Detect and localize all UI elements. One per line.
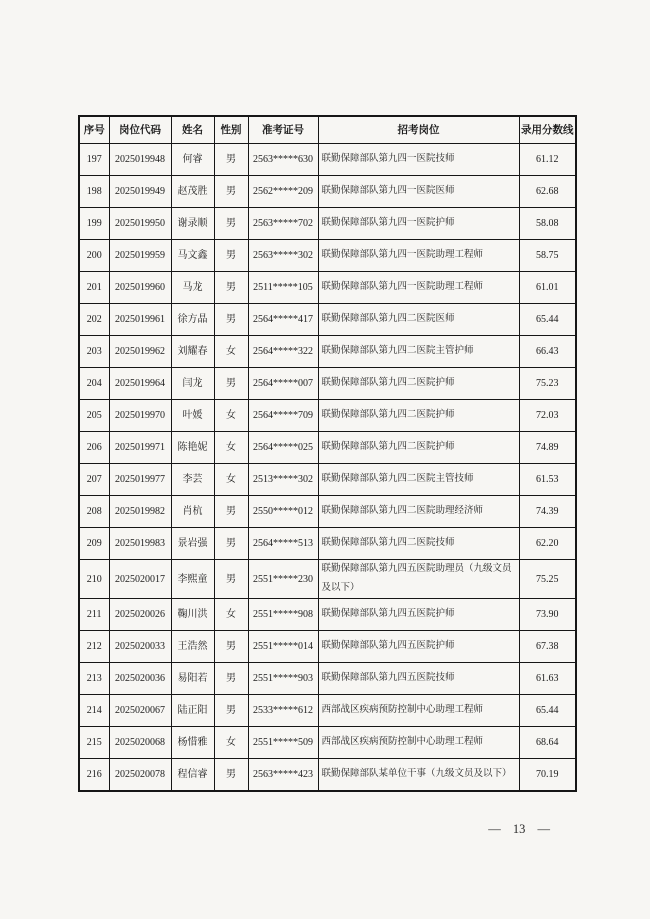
table-row xyxy=(79,272,576,304)
cell-gender: 男 xyxy=(214,695,248,727)
cell-gender: 男 xyxy=(214,176,248,208)
cell-name: 马文鑫 xyxy=(171,240,214,272)
cell-name: 程信睿 xyxy=(171,759,214,792)
table-row xyxy=(79,240,576,272)
cell-name: 李熙童 xyxy=(171,560,214,599)
cell-serial-number: 204 xyxy=(79,368,109,400)
table-row xyxy=(79,599,576,631)
cell-gender: 男 xyxy=(214,208,248,240)
cell-serial-number: 216 xyxy=(79,759,109,792)
cell-ticket-number: 2533*****612 xyxy=(248,695,318,727)
admission-score-table xyxy=(78,115,577,792)
cell-serial-number: 205 xyxy=(79,400,109,432)
cell-position-code: 2025019982 xyxy=(109,496,171,528)
cell-recruit-position: 联勤保障部队第九四五医院护师 xyxy=(318,599,519,631)
cell-name: 王浩然 xyxy=(171,631,214,663)
cell-recruit-position: 西部战区疾病预防控制中心助理工程师 xyxy=(318,727,519,759)
cell-gender: 男 xyxy=(214,496,248,528)
column-header-gender: 性别 xyxy=(214,116,248,144)
cell-position-code: 2025019960 xyxy=(109,272,171,304)
cell-score-line: 70.19 xyxy=(519,759,576,792)
cell-recruit-position: 联勤保障部队第九四一医院护师 xyxy=(318,208,519,240)
cell-recruit-position: 联勤保障部队某单位干事（九级文员及以下） xyxy=(318,759,519,792)
page-number-dash-right: — xyxy=(537,822,550,836)
cell-ticket-number: 2564*****322 xyxy=(248,336,318,368)
column-header-recruit-position: 招考岗位 xyxy=(318,116,519,144)
cell-gender: 男 xyxy=(214,759,248,792)
cell-score-line: 67.38 xyxy=(519,631,576,663)
cell-position-code: 2025019961 xyxy=(109,304,171,336)
cell-ticket-number: 2511*****105 xyxy=(248,272,318,304)
cell-recruit-position: 联勤保障部队第九四二医院护师 xyxy=(318,400,519,432)
cell-position-code: 2025019983 xyxy=(109,528,171,560)
cell-position-code: 2025020017 xyxy=(109,560,171,599)
table-row xyxy=(79,663,576,695)
cell-recruit-position: 联勤保障部队第九四二医院助理经济师 xyxy=(318,496,519,528)
cell-score-line: 61.12 xyxy=(519,144,576,176)
cell-serial-number: 210 xyxy=(79,560,109,599)
cell-serial-number: 213 xyxy=(79,663,109,695)
table-row xyxy=(79,176,576,208)
cell-name: 刘耀春 xyxy=(171,336,214,368)
cell-serial-number: 199 xyxy=(79,208,109,240)
cell-recruit-position: 联勤保障部队第九四二医院技师 xyxy=(318,528,519,560)
cell-name: 李芸 xyxy=(171,464,214,496)
cell-name: 徐方晶 xyxy=(171,304,214,336)
cell-position-code: 2025020036 xyxy=(109,663,171,695)
cell-recruit-position: 联勤保障部队第九四二医院护师 xyxy=(318,432,519,464)
cell-score-line: 75.25 xyxy=(519,560,576,599)
cell-ticket-number: 2564*****025 xyxy=(248,432,318,464)
cell-ticket-number: 2551*****014 xyxy=(248,631,318,663)
cell-gender: 女 xyxy=(214,727,248,759)
cell-ticket-number: 2551*****509 xyxy=(248,727,318,759)
table-row xyxy=(79,208,576,240)
cell-gender: 男 xyxy=(214,528,248,560)
table-row xyxy=(79,400,576,432)
table-row xyxy=(79,759,576,792)
cell-score-line: 61.01 xyxy=(519,272,576,304)
table-row xyxy=(79,528,576,560)
cell-gender: 女 xyxy=(214,400,248,432)
cell-name: 闫龙 xyxy=(171,368,214,400)
cell-position-code: 2025020078 xyxy=(109,759,171,792)
cell-recruit-position: 西部战区疾病预防控制中心助理工程师 xyxy=(318,695,519,727)
page-number: 13 xyxy=(512,822,526,836)
cell-gender: 女 xyxy=(214,599,248,631)
cell-gender: 女 xyxy=(214,432,248,464)
cell-gender: 男 xyxy=(214,368,248,400)
cell-recruit-position: 联勤保障部队第九四二医院主管护师 xyxy=(318,336,519,368)
cell-score-line: 65.44 xyxy=(519,695,576,727)
cell-gender: 男 xyxy=(214,663,248,695)
cell-position-code: 2025019950 xyxy=(109,208,171,240)
table-row xyxy=(79,368,576,400)
cell-name: 马龙 xyxy=(171,272,214,304)
cell-ticket-number: 2564*****709 xyxy=(248,400,318,432)
cell-serial-number: 214 xyxy=(79,695,109,727)
cell-score-line: 58.75 xyxy=(519,240,576,272)
cell-ticket-number: 2563*****302 xyxy=(248,240,318,272)
cell-position-code: 2025019971 xyxy=(109,432,171,464)
cell-recruit-position: 联勤保障部队第九四二医院主管技师 xyxy=(318,464,519,496)
cell-serial-number: 200 xyxy=(79,240,109,272)
cell-serial-number: 198 xyxy=(79,176,109,208)
column-header-ticket-number: 准考证号 xyxy=(248,116,318,144)
cell-name: 赵茂胜 xyxy=(171,176,214,208)
cell-gender: 男 xyxy=(214,240,248,272)
column-header-name: 姓名 xyxy=(171,116,214,144)
cell-score-line: 74.39 xyxy=(519,496,576,528)
cell-ticket-number: 2563*****702 xyxy=(248,208,318,240)
cell-serial-number: 197 xyxy=(79,144,109,176)
table-body xyxy=(79,144,576,792)
cell-position-code: 2025019959 xyxy=(109,240,171,272)
table-row xyxy=(79,695,576,727)
cell-serial-number: 215 xyxy=(79,727,109,759)
table-row xyxy=(79,560,576,599)
cell-name: 景岩强 xyxy=(171,528,214,560)
cell-position-code: 2025019964 xyxy=(109,368,171,400)
cell-serial-number: 212 xyxy=(79,631,109,663)
cell-score-line: 73.90 xyxy=(519,599,576,631)
cell-score-line: 74.89 xyxy=(519,432,576,464)
cell-serial-number: 208 xyxy=(79,496,109,528)
cell-position-code: 2025019970 xyxy=(109,400,171,432)
cell-score-line: 58.08 xyxy=(519,208,576,240)
table-row xyxy=(79,304,576,336)
page-number-dash-left: — xyxy=(488,822,501,836)
cell-name: 鞠川洪 xyxy=(171,599,214,631)
cell-ticket-number: 2550*****012 xyxy=(248,496,318,528)
cell-name: 肖杭 xyxy=(171,496,214,528)
table-row xyxy=(79,432,576,464)
cell-position-code: 2025020068 xyxy=(109,727,171,759)
cell-name: 杨惜雅 xyxy=(171,727,214,759)
cell-position-code: 2025020026 xyxy=(109,599,171,631)
cell-score-line: 61.53 xyxy=(519,464,576,496)
cell-score-line: 66.43 xyxy=(519,336,576,368)
column-header-serial-number: 序号 xyxy=(79,116,109,144)
table-row xyxy=(79,464,576,496)
cell-name: 谢录顺 xyxy=(171,208,214,240)
cell-score-line: 62.20 xyxy=(519,528,576,560)
cell-gender: 男 xyxy=(214,560,248,599)
cell-name: 叶媛 xyxy=(171,400,214,432)
cell-ticket-number: 2562*****209 xyxy=(248,176,318,208)
cell-ticket-number: 2564*****417 xyxy=(248,304,318,336)
cell-ticket-number: 2563*****630 xyxy=(248,144,318,176)
table-row xyxy=(79,496,576,528)
cell-gender: 女 xyxy=(214,336,248,368)
cell-ticket-number: 2513*****302 xyxy=(248,464,318,496)
cell-serial-number: 202 xyxy=(79,304,109,336)
cell-position-code: 2025019977 xyxy=(109,464,171,496)
cell-name: 陈艳妮 xyxy=(171,432,214,464)
page-footer xyxy=(78,822,575,837)
cell-gender: 女 xyxy=(214,464,248,496)
cell-serial-number: 206 xyxy=(79,432,109,464)
cell-recruit-position: 联勤保障部队第九四一医院医师 xyxy=(318,176,519,208)
cell-gender: 男 xyxy=(214,631,248,663)
cell-name: 陆正阳 xyxy=(171,695,214,727)
cell-recruit-position: 联勤保障部队第九四一医院技师 xyxy=(318,144,519,176)
table-row xyxy=(79,336,576,368)
cell-score-line: 75.23 xyxy=(519,368,576,400)
cell-gender: 男 xyxy=(214,144,248,176)
cell-recruit-position: 联勤保障部队第九四五医院护师 xyxy=(318,631,519,663)
table-row xyxy=(79,631,576,663)
cell-position-code: 2025020033 xyxy=(109,631,171,663)
header-row xyxy=(79,116,576,144)
cell-serial-number: 203 xyxy=(79,336,109,368)
cell-ticket-number: 2551*****230 xyxy=(248,560,318,599)
cell-ticket-number: 2551*****908 xyxy=(248,599,318,631)
cell-name: 何睿 xyxy=(171,144,214,176)
cell-recruit-position: 联勤保障部队第九四二医院医师 xyxy=(318,304,519,336)
cell-score-line: 68.64 xyxy=(519,727,576,759)
cell-recruit-position: 联勤保障部队第九四二医院护师 xyxy=(318,368,519,400)
cell-position-code: 2025019949 xyxy=(109,176,171,208)
cell-recruit-position: 联勤保障部队第九四一医院助理工程师 xyxy=(318,240,519,272)
cell-recruit-position: 联勤保障部队第九四五医院技师 xyxy=(318,663,519,695)
column-header-position-code: 岗位代码 xyxy=(109,116,171,144)
cell-ticket-number: 2551*****903 xyxy=(248,663,318,695)
table-row xyxy=(79,144,576,176)
cell-gender: 男 xyxy=(214,304,248,336)
cell-position-code: 2025020067 xyxy=(109,695,171,727)
cell-serial-number: 211 xyxy=(79,599,109,631)
cell-score-line: 72.03 xyxy=(519,400,576,432)
cell-score-line: 61.63 xyxy=(519,663,576,695)
cell-ticket-number: 2564*****513 xyxy=(248,528,318,560)
cell-score-line: 62.68 xyxy=(519,176,576,208)
cell-score-line: 65.44 xyxy=(519,304,576,336)
cell-ticket-number: 2563*****423 xyxy=(248,759,318,792)
column-header-score-line: 录用分数线 xyxy=(519,116,576,144)
cell-recruit-position: 联勤保障部队第九四五医院助理员（九级文员及以下） xyxy=(318,560,519,599)
cell-name: 易阳若 xyxy=(171,663,214,695)
cell-position-code: 2025019962 xyxy=(109,336,171,368)
cell-serial-number: 201 xyxy=(79,272,109,304)
cell-ticket-number: 2564*****007 xyxy=(248,368,318,400)
cell-position-code: 2025019948 xyxy=(109,144,171,176)
table-row xyxy=(79,727,576,759)
cell-serial-number: 209 xyxy=(79,528,109,560)
cell-gender: 男 xyxy=(214,272,248,304)
cell-recruit-position: 联勤保障部队第九四一医院助理工程师 xyxy=(318,272,519,304)
cell-serial-number: 207 xyxy=(79,464,109,496)
